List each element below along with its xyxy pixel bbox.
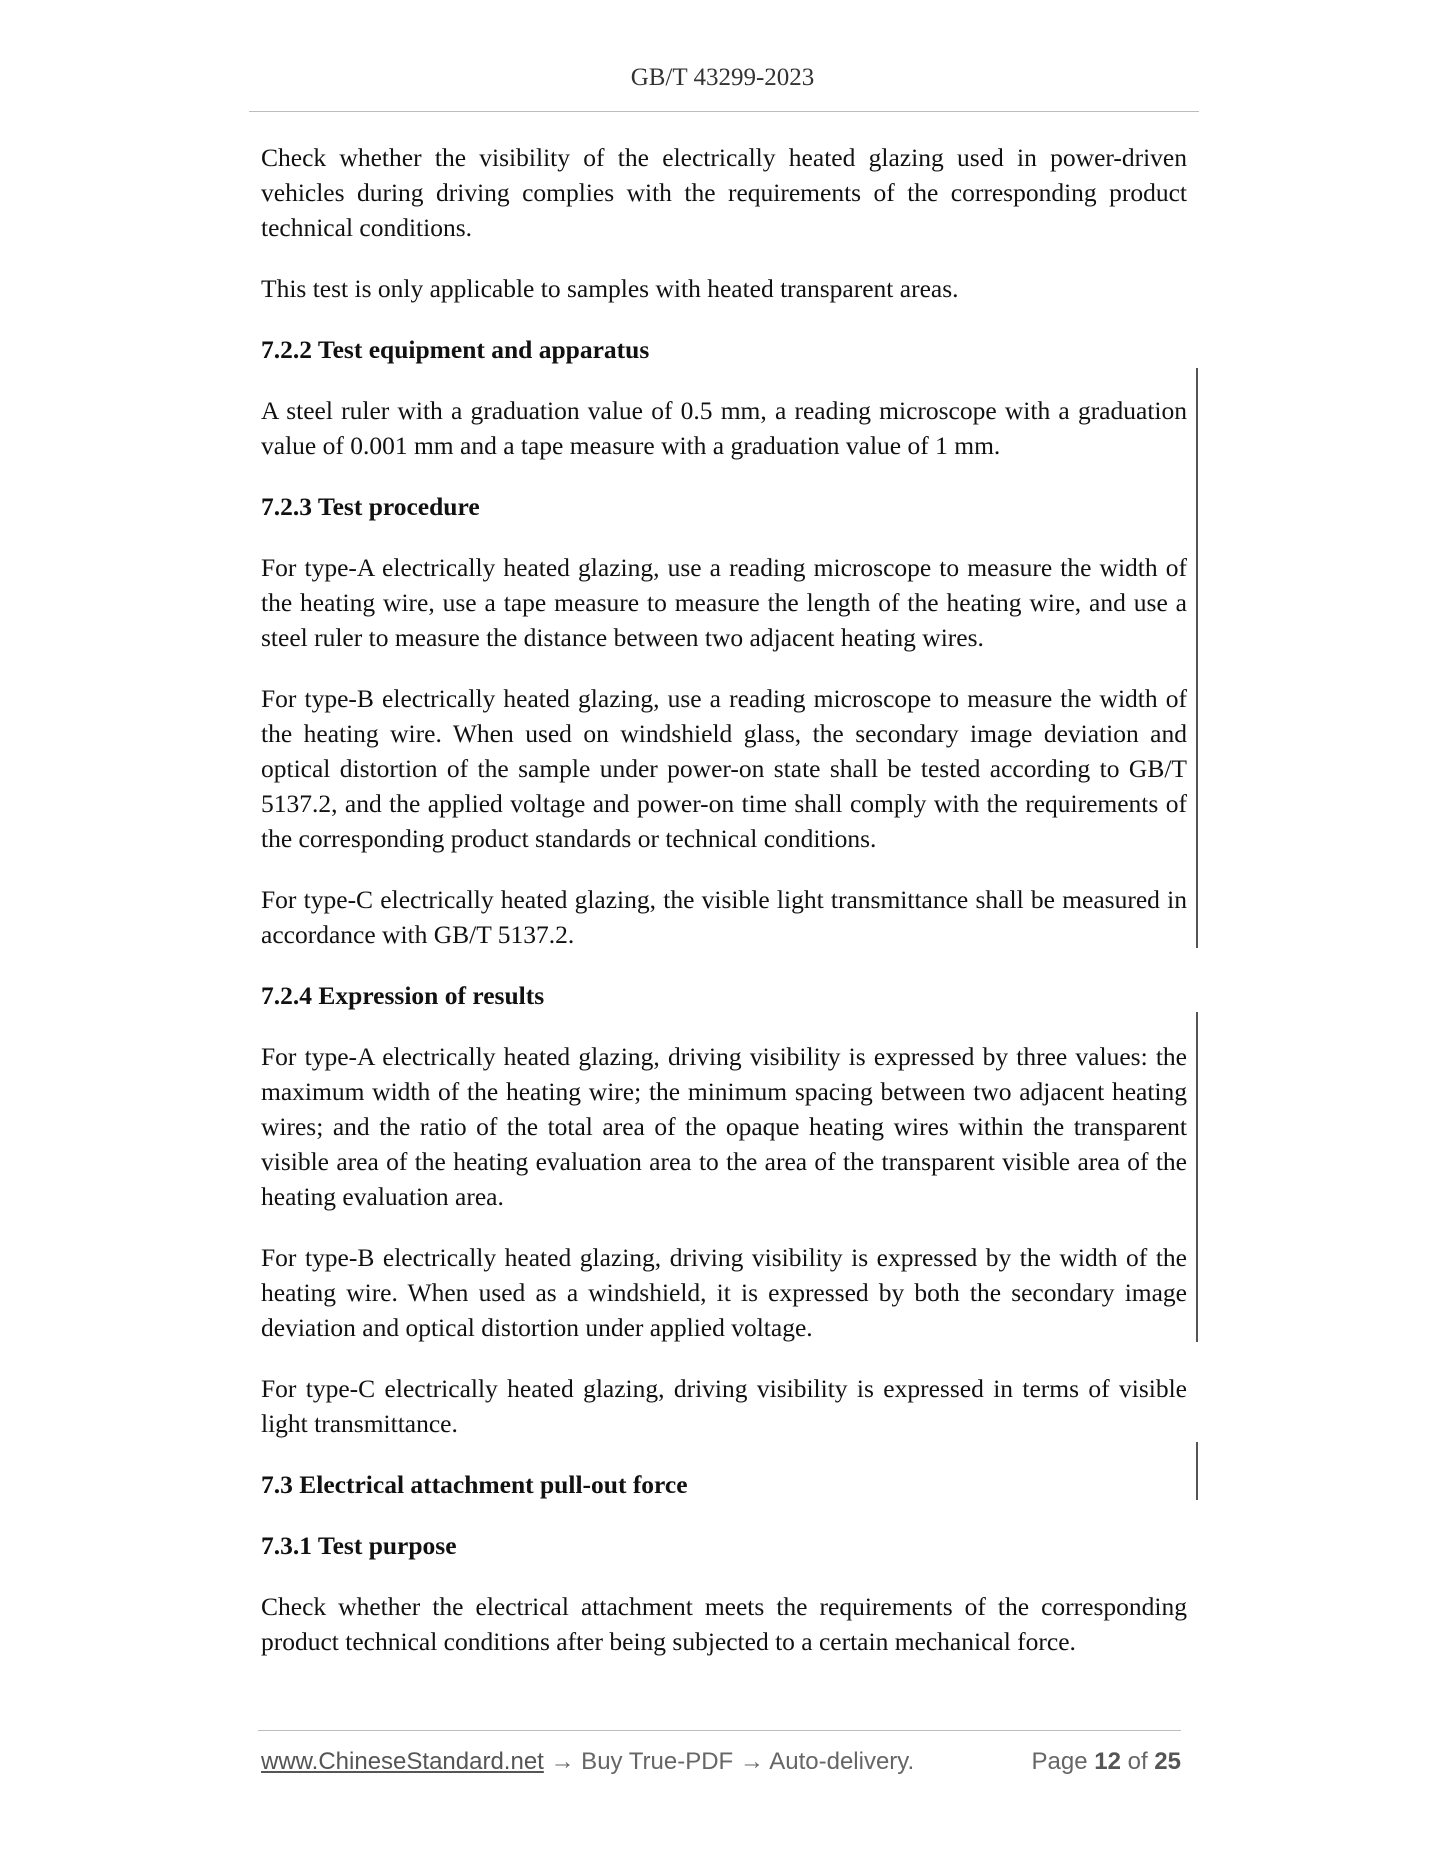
header-divider: [249, 111, 1199, 112]
page-header: GB/T 43299-2023: [630, 64, 815, 91]
paragraph-type-a-procedure: For type-A electrically heated glazing, use a reading microscope to measure the width of the heating wire, use a tape measure to measure the length of the heating wire, and use a steel ruler to measure the distance between two adjacent heating wires.: [261, 553, 1187, 652]
change-bar-2: [1196, 1012, 1198, 1342]
page-footer: [261, 1748, 1181, 1788]
paragraph-type-b-results: For type-B electrically heated glazing, driving visibility is expressed by the width of the heating wire. When used as a windshield, it is expressed by both the secondary image deviation and optical distortion under applied voltage.: [261, 1243, 1187, 1342]
paragraph-equipment: A steel ruler with a graduation value of 0.5 mm, a reading microscope with a graduation value of 0.001 mm and a tape measure with a graduation value of 1 mm.: [261, 396, 1187, 460]
paragraph-visibility-check: Check whether the visibility of the electrically heated glazing used in power-driven vehicles during driving complies with the requirements of the corresponding product technical conditions.: [261, 143, 1187, 242]
paragraph-type-b-procedure: For type-B electrically heated glazing, use a reading microscope to measure the width of the heating wire. When used on windshield glass, the secondary image deviation and optical distortion of the sample under power-on state shall be tested according to GB/T 5137.2, and the applied voltage and power-on time shall comply with the requirements of the corresponding product standards or technical conditions.: [261, 684, 1187, 853]
paragraph-type-c-results: For type-C electrically heated glazing, driving visibility is expressed in terms of visible light transmittance.: [261, 1374, 1187, 1438]
heading-7-2-2: 7.2.2 Test equipment and apparatus: [261, 335, 650, 364]
paragraph-applicability: This test is only applicable to samples with heated transparent areas.: [261, 274, 959, 303]
heading-7-2-3: 7.2.3 Test procedure: [261, 492, 480, 521]
page-indicator: [1032, 1748, 1182, 1776]
current-page-number: 12: [1094, 1748, 1121, 1775]
footer-divider: [258, 1730, 1181, 1731]
of-label: of: [1127, 1748, 1148, 1775]
paragraph-type-a-results: For type-A electrically heated glazing, driving visibility is expressed by three values: the maximum width of the heating wire; the minimum spacing between two adjacent heating wires; and the ratio of the total area of the opaque heating wires within the transparent visible area of the heating evaluation area to the area of the transparent visible area of the heating evaluation area.: [261, 1042, 1187, 1211]
total-page-count: 25: [1154, 1748, 1181, 1775]
paragraph-type-c-procedure: For type-C electrically heated glazing, the visible light transmittance shall be measured in accordance with GB/T 5137.2.: [261, 885, 1187, 949]
document-body: [261, 140, 1187, 1685]
heading-7-3: 7.3 Electrical attachment pull-out force: [261, 1470, 688, 1499]
heading-7-2-4: 7.2.4 Expression of results: [261, 981, 545, 1010]
website-link[interactable]: www.ChineseStandard.net: [261, 1748, 544, 1775]
change-bar-3: [1196, 1442, 1198, 1500]
footer-promo-text: → Buy True-PDF → Auto-delivery.: [543, 1748, 915, 1775]
paragraph-pull-out-purpose: Check whether the electrical attachment meets the requirements of the corresponding product technical conditions after being subjected to a certain mechanical force.: [261, 1592, 1187, 1656]
page-label: Page: [1031, 1748, 1088, 1775]
change-bar-1: [1196, 368, 1198, 948]
footer-promo: [261, 1748, 914, 1776]
heading-7-3-1: 7.3.1 Test purpose: [261, 1531, 457, 1560]
